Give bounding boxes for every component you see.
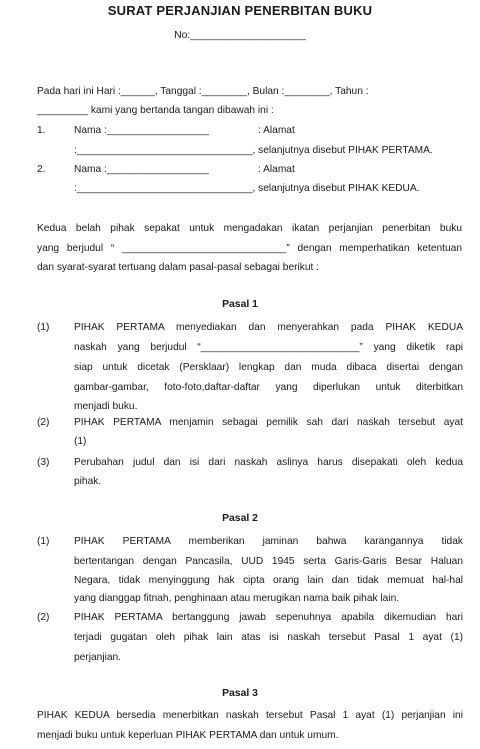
clause-line: pihak. [74, 476, 102, 487]
clause-line: PIHAK PERTAMA memberikan jaminan bahwa karangannya tidak [74, 536, 463, 547]
party-name: Nama :__________________ [74, 125, 209, 136]
party-address-label: : Alamat [258, 125, 295, 136]
party-name: Nama :__________________ [74, 164, 209, 175]
section-heading: Pasal 3 [222, 688, 258, 699]
clause-line: PIHAK PERTAMA bertanggung jawab sepenuhnya apabila dikemudian hari [74, 612, 463, 623]
party-address-label: : Alamat [258, 164, 295, 175]
clause-line: perjanjian. [74, 652, 122, 663]
clause-line: (1) [74, 436, 87, 447]
preamble-line: yang berjudul “ _____________________________” dengan memperhatikan ketentuan [37, 243, 462, 254]
clause-line: PIHAK PERTAMA menjamin sebagai pemilik sah dari naskah tersebut ayat [74, 417, 463, 428]
party-number: 2. [37, 164, 46, 175]
intro-line: _________ kami yang bertanda tangan dibawah ini : [37, 105, 274, 116]
party-address: :_______________________________, selanjutnya disebut PIHAK PERTAMA. [74, 145, 433, 156]
party-address: :_______________________________, selanjutnya disebut PIHAK KEDUA. [74, 183, 420, 194]
body-line: PIHAK KEDUA bersedia menerbitkan naskah tersebut Pasal 1 ayat (1) perjanjian ini [37, 710, 463, 721]
clause-line: bertentangan dengan Pancasila, UUD 1945 serta Garis-Garis Besar Haluan [74, 556, 463, 567]
clause-line: menjadi buku. [74, 401, 138, 412]
party-number: 1. [37, 125, 46, 136]
clause-line: yang dianggap fitnah, penghinaan atau merugikan nama baik pihak lain. [74, 593, 400, 604]
preamble-line: Kedua belah pihak sepakat untuk mengadakan ikatan perjanjian penerbitan buku [37, 223, 462, 234]
clause-line: PIHAK PERTAMA menyediakan dan menyerahkan pada PIHAK KEDUA [74, 322, 463, 333]
clause-number: (1) [37, 536, 50, 547]
clause-line: Perubahan judul dan isi dari naskah aslinya harus disepakati oleh kedua [74, 457, 463, 468]
clause-number: (2) [37, 612, 50, 623]
clause-number: (2) [37, 417, 50, 428]
section-heading: Pasal 1 [222, 299, 258, 310]
clause-number: (3) [37, 457, 50, 468]
document-title: SURAT PERJANJIAN PENERBITAN BUKU [107, 3, 373, 18]
clause-line: Negara, tidak menyinggung hak cipta orang lain dan tidak memuat hal-hal [74, 575, 463, 586]
clause-line: siap untuk dicetak (Persklaar) lengkap dan muda dibaca disertai dengan [74, 362, 463, 373]
clause-line: terjadi gugatan oleh pihak lain atas isi naskah tersebut Pasal 1 ayat (1) [74, 632, 463, 643]
section-heading: Pasal 2 [222, 513, 258, 524]
clause-line: naskah yang berjudul “____________________________” yang diketik rapi [74, 342, 463, 353]
clause-line: gambar-gambar, foto-foto,daftar-daftar yang diperlukan untuk diterbitkan [74, 382, 463, 393]
document-number: No:____________________ [174, 30, 306, 41]
body-line: menjadi buku untuk keperluan PIHAK PERTAMA dan untuk umum. [37, 730, 339, 741]
clause-number: (1) [37, 322, 50, 333]
preamble-line: dan syarat-syarat tertuang dalam pasal-pasal sebagai berikut : [37, 262, 320, 273]
intro-line: Pada hari ini Hari :______, Tanggal :________, Bulan :________, Tahun : [37, 86, 369, 97]
